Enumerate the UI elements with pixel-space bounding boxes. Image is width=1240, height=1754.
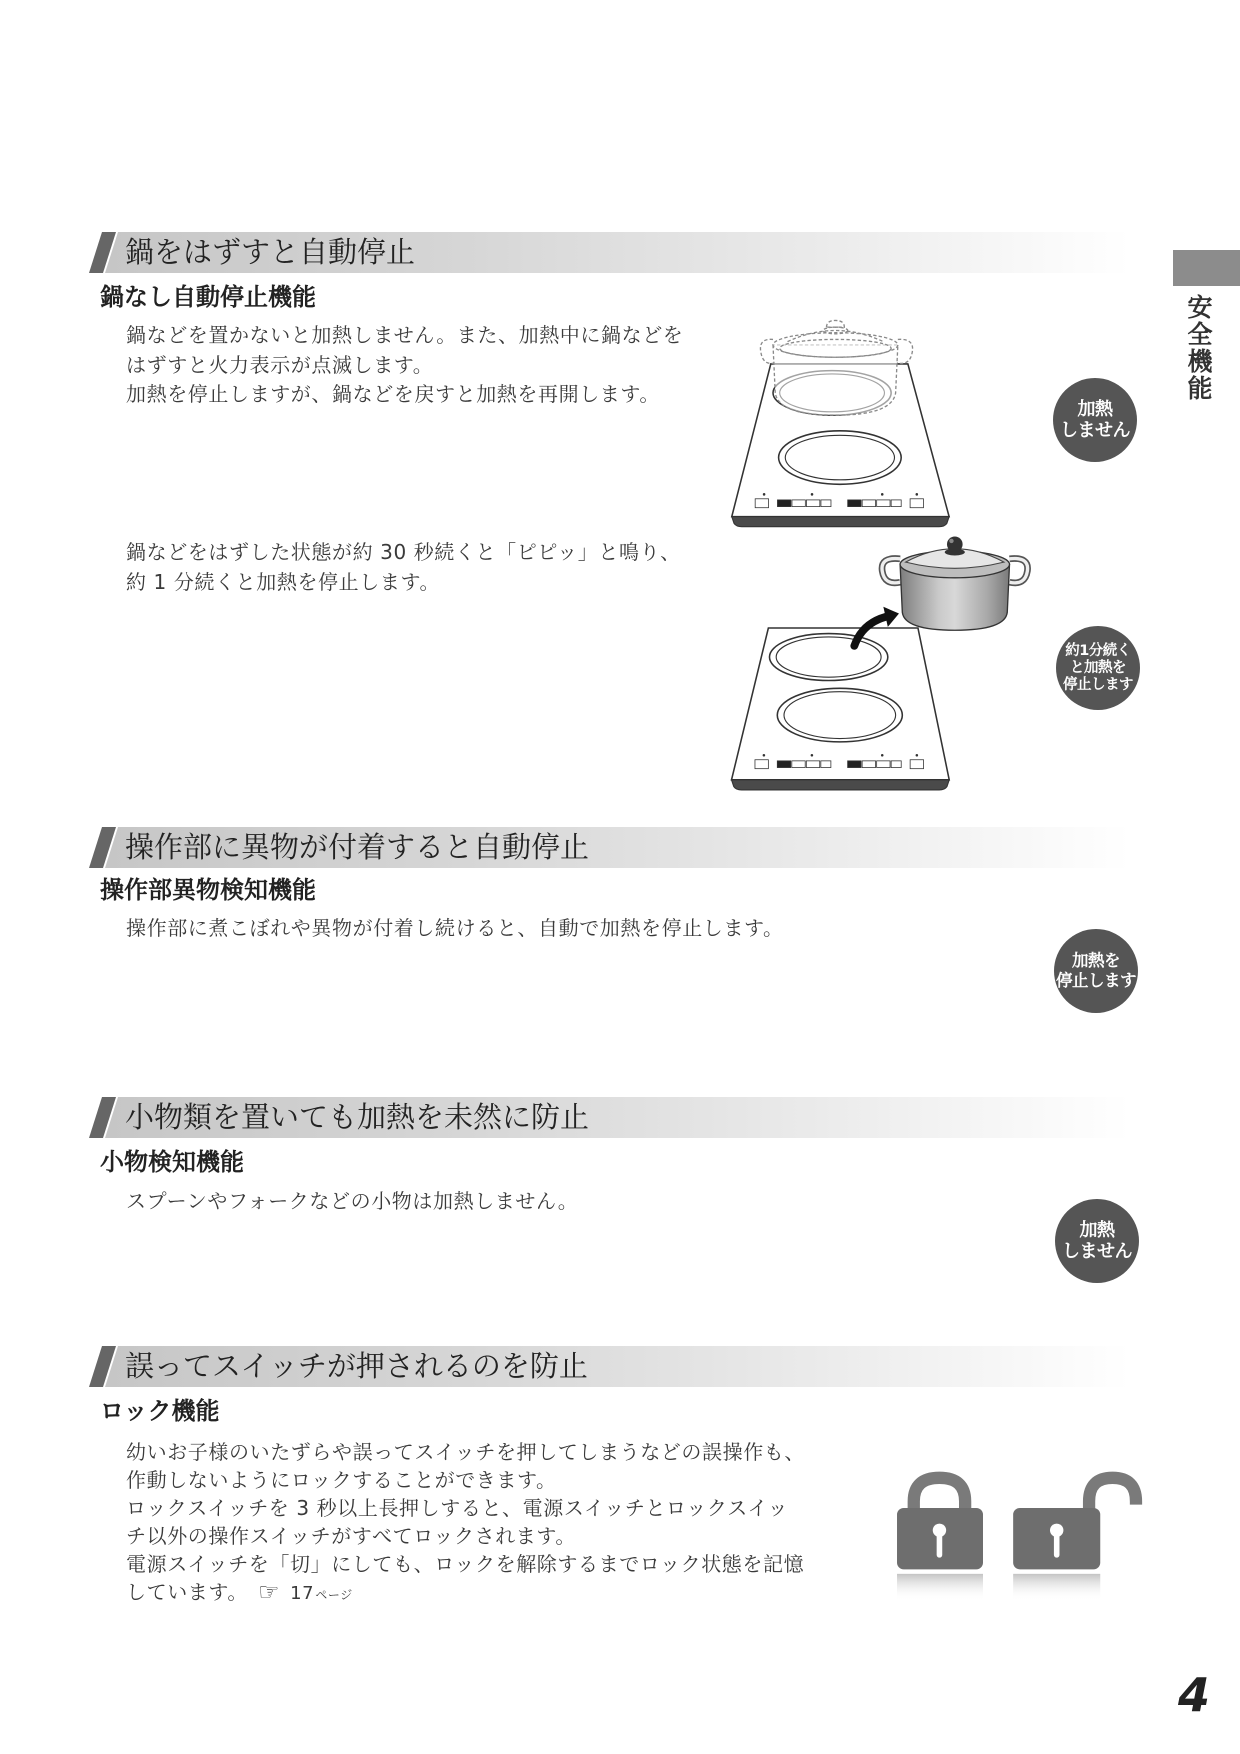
section-2-subtitle: 操作部異物検知機能	[100, 876, 316, 904]
badge-line: 約1分続く	[1065, 642, 1131, 659]
section-4-title: 誤ってスイッチが押されるのを防止	[125, 1349, 588, 1383]
section-4-heading	[89, 1346, 1130, 1387]
text-line: 鍋などを置かないと加熱しません。また、加熱中に鍋などを	[126, 323, 684, 347]
text-line: 鍋などをはずした状態が約 30 秒続くと「ピピッ」と鳴り、	[126, 540, 681, 564]
text-line: 作動しないようにロックすることができます。	[126, 1468, 557, 1492]
reference-page-unit: ページ	[315, 1588, 353, 1602]
cooktop-pot-lifted-illustration	[728, 532, 1032, 791]
section-2-title: 操作部に異物が付着すると自動停止	[125, 830, 590, 864]
page-reference-line	[126, 1578, 805, 1609]
heating-off-badge	[1055, 1199, 1139, 1283]
badge-line: 加熱	[1079, 1220, 1115, 1241]
section-3-title: 小物類を置いても加熱を未然に防止	[125, 1100, 590, 1134]
section-4-subtitle: ロック機能	[100, 1397, 220, 1425]
section-1-paragraph-2	[126, 538, 681, 597]
section-4-paragraph	[126, 1438, 805, 1609]
text-line: 約 1 分続くと加熱を停止します。	[126, 569, 441, 594]
section-2-paragraph	[126, 914, 784, 944]
badge-line: 停止します	[1063, 676, 1133, 693]
text-line: 幼いお子様のいたずらや誤ってスイッチを押してしまうなどの誤操作も、	[126, 1440, 805, 1464]
lock-closed-icon	[897, 1478, 983, 1601]
text-line: スプーンやフォークなどの小物は加熱しません。	[126, 1189, 579, 1213]
section-1-paragraph-1	[126, 321, 683, 410]
ghost-pot	[760, 320, 912, 415]
section-3-subtitle: 小物検知機能	[100, 1148, 244, 1176]
section-3-heading	[89, 1097, 1130, 1138]
heating-stop-after-minute-badge	[1056, 626, 1140, 710]
side-tab	[1173, 250, 1240, 286]
text-line: 操作部に煮こぼれや異物が付着し続けると、自動で加熱を停止します。	[126, 916, 784, 940]
text-line: チ以外の操作スイッチがすべてロックされます。	[126, 1524, 576, 1548]
text-line: はずすと火力表示が点滅します。	[126, 352, 434, 377]
badge-line: しません	[1060, 420, 1130, 441]
heating-stop-badge	[1054, 929, 1138, 1013]
cooktop-pot-removed-illustration	[728, 316, 954, 530]
badge-line: 加熱を	[1072, 951, 1120, 970]
section-3-paragraph	[126, 1187, 578, 1217]
section-1-subtitle: 鍋なし自動停止機能	[100, 283, 316, 311]
section-1-heading	[89, 232, 1130, 273]
reference-page-number: 17	[290, 1583, 315, 1604]
text-line: 電源スイッチを「切」にしても、ロックを解除するまでロック状態を記憶	[126, 1552, 805, 1576]
page-number: 4	[1178, 1668, 1211, 1722]
section-2-heading	[89, 827, 1130, 868]
pot	[882, 536, 1028, 630]
text-line: 加熱を停止しますが、鍋などを戻すと加熱を再開します。	[126, 382, 660, 406]
text-line: しています。	[126, 1580, 248, 1604]
badge-line: と加熱を	[1070, 659, 1126, 676]
side-tab-label: 安全機能	[1184, 294, 1213, 402]
heating-off-badge	[1053, 378, 1137, 462]
section-1-title: 鍋をはずすと自動停止	[125, 235, 416, 269]
badge-line: 停止します	[1056, 971, 1136, 990]
lock-icons	[888, 1470, 1145, 1604]
text-line: ロックスイッチを 3 秒以上長押しすると、電源スイッチとロックスイッ	[126, 1496, 789, 1520]
pointing-hand-icon	[258, 1582, 280, 1602]
badge-line: 加熱	[1077, 399, 1113, 420]
lock-open-icon	[1013, 1478, 1136, 1601]
badge-line: しません	[1062, 1241, 1132, 1262]
